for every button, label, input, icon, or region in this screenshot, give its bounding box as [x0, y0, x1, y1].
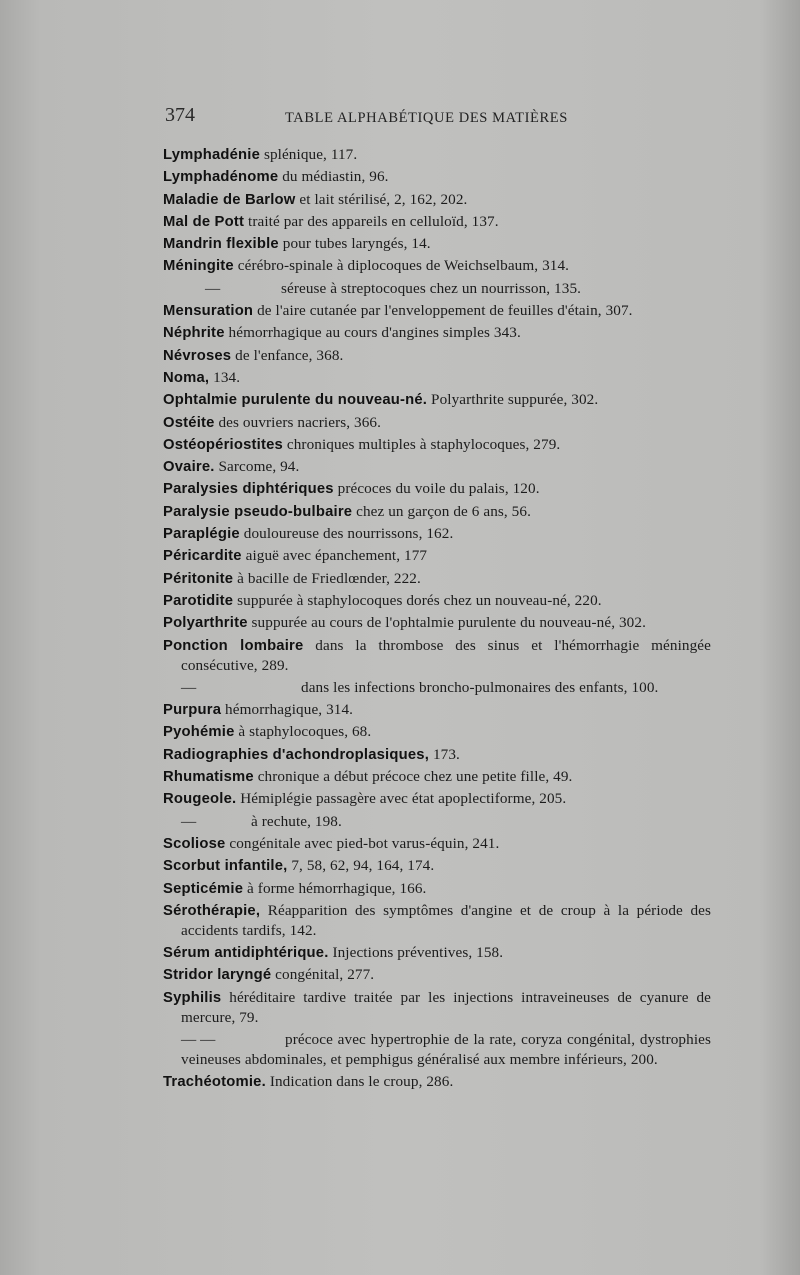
- entry-term: Rhumatisme: [163, 769, 254, 786]
- entry-term: Ostéite: [163, 414, 215, 431]
- entry-text: aiguë avec épanchement, 177: [245, 547, 428, 565]
- index-entry: [163, 767, 711, 787]
- entry-term: Polyarthrite: [163, 615, 248, 632]
- entry-text: hémorrhagique au cours d'angines simples 343.: [228, 324, 521, 342]
- index-entry: [163, 190, 711, 210]
- entry-text: à staphylocoques, 68.: [238, 723, 372, 741]
- entry-term: Radiographies d'achondroplasiques,: [163, 746, 430, 763]
- entry-term: Mandrin flexible: [163, 236, 279, 253]
- entry-term: Sérum antidiphtérique.: [163, 945, 329, 962]
- ditto-dash: —: [181, 678, 197, 696]
- entry-term: Ostéopériostites: [163, 436, 283, 453]
- entry-term: Maladie de Barlow: [163, 191, 296, 208]
- index-entry: [163, 435, 711, 455]
- entry-text: 7, 58, 62, 94, 164, 174.: [291, 857, 435, 875]
- index-entry: [163, 413, 711, 433]
- index-entry: [163, 234, 711, 254]
- entry-term: Lymphadénie: [163, 147, 261, 163]
- entry-term: Méningite: [163, 258, 234, 275]
- entry-text: séreuse à streptocoques chez un nourrisson, 135.: [281, 279, 582, 297]
- entry-text: traité par des appareils en celluloïd, 137.: [248, 212, 499, 230]
- entry-text: chronique a début précoce chez une petite fille, 49.: [257, 768, 573, 786]
- index-entry: [163, 722, 711, 742]
- index-entry: [163, 145, 711, 165]
- entry-text: Polyarthrite suppurée, 302.: [431, 391, 599, 409]
- entry-text: de l'enfance, 368.: [235, 346, 344, 364]
- index-subentry: [163, 279, 711, 299]
- index-entry: [163, 167, 711, 187]
- index-entry: [163, 856, 711, 876]
- running-title: TABLE ALPHABÉTIQUE DES MATIÈRES: [285, 110, 568, 126]
- entry-text: précoces du voile du palais, 120.: [337, 480, 540, 498]
- entry-text: à bacille de Friedlœnder, 222.: [237, 569, 421, 587]
- entry-text: Hémiplégie passagère avec état apoplectiforme, 205.: [240, 790, 567, 808]
- index-entry: [163, 256, 711, 276]
- entry-text: pour tubes laryngés, 14.: [282, 235, 431, 253]
- ditto-dash: —: [205, 279, 221, 297]
- entry-term: Lymphadénome: [163, 169, 279, 186]
- index-entry: [163, 390, 711, 410]
- entry-term: Noma,: [163, 369, 210, 386]
- entry-term: Ophtalmie purulente du nouveau-né.: [163, 392, 428, 409]
- index-entry: [163, 988, 711, 1028]
- index-entry: [163, 879, 711, 899]
- entry-term: Paralysies diphtériques: [163, 481, 334, 498]
- entry-text: à forme hémorrhagique, 166.: [247, 879, 427, 897]
- index-entry: [163, 346, 711, 366]
- index-entry: [163, 789, 711, 809]
- entry-text: de l'aire cutanée par l'enveloppement de feuilles d'étain, 307.: [257, 302, 633, 320]
- index-entry: [163, 212, 711, 232]
- index-entry: [163, 591, 711, 611]
- entry-text: Indication dans le croup, 286.: [269, 1073, 454, 1091]
- entry-term: Stridor laryngé: [163, 967, 272, 984]
- entry-text: précoce avec hypertrophie de la rate, coryza congénital, dystrophies veineuses abdominales, et pemphigus généralisé aux membre inférieurs, 200.: [181, 1030, 711, 1068]
- entry-text: congénitale avec pied-bot varus-équin, 241.: [229, 834, 500, 852]
- index-entry: [163, 965, 711, 985]
- index-entry: [163, 546, 711, 566]
- entry-term: Scoliose: [163, 835, 226, 852]
- entry-term: Péritonite: [163, 570, 234, 587]
- entry-text: et lait stérilisé, 2, 162, 202.: [299, 190, 468, 208]
- entry-text: chroniques multiples à staphylocoques, 279.: [286, 435, 561, 453]
- entry-term: Sérothérapie,: [163, 902, 261, 919]
- index-entry: [163, 636, 711, 676]
- index-entry: [163, 524, 711, 544]
- entry-term: Péricardite: [163, 548, 242, 565]
- entry-term: Mal de Pott: [163, 213, 245, 230]
- index-entries: [163, 145, 711, 1095]
- entry-text: dans les infections broncho-pulmonaires des enfants, 100.: [301, 678, 659, 696]
- entry-term: Ponction lombaire: [163, 637, 304, 654]
- index-entry: [163, 700, 711, 720]
- entry-term: Syphilis: [163, 989, 222, 1006]
- index-entry: [163, 1072, 711, 1092]
- entry-text: suppurée à staphylocoques dorés chez un nouveau-né, 220.: [237, 591, 602, 609]
- ditto-dash: — —: [181, 1030, 216, 1048]
- entry-term: Mensuration: [163, 303, 254, 320]
- index-entry: [163, 479, 711, 499]
- entry-text: Réapparition des symptômes d'angine et de croup à la période des accidents tardifs, 142.: [181, 901, 712, 939]
- entry-text: splénique, 117.: [263, 146, 358, 163]
- entry-text: 173.: [432, 745, 460, 763]
- entry-term: Trachéotomie.: [163, 1074, 266, 1091]
- index-entry: [163, 613, 711, 633]
- page-header: [0, 104, 800, 134]
- entry-text: hémorrhagique, 314.: [225, 701, 354, 719]
- entry-text: 134.: [213, 368, 241, 386]
- entry-text: cérébro-spinale à diplocoques de Weichselbaum, 314.: [237, 257, 570, 275]
- entry-term: Paralysie pseudo-bulbaire: [163, 503, 353, 520]
- index-entry: [163, 323, 711, 343]
- index-entry: [163, 502, 711, 522]
- entry-term: Pyohémie: [163, 724, 235, 741]
- entry-term: Névroses: [163, 347, 232, 364]
- index-subentry: [163, 812, 711, 832]
- entry-text: Injections préventives, 158.: [332, 944, 504, 962]
- index-entry: [163, 943, 711, 963]
- index-entry: [163, 745, 711, 765]
- index-subentry: [163, 1030, 711, 1070]
- entry-text: à rechute, 198.: [251, 812, 342, 830]
- entry-term: Ovaire.: [163, 459, 215, 476]
- index-entry: [163, 368, 711, 388]
- entry-text: des ouvriers nacriers, 366.: [218, 413, 382, 431]
- entry-text: congénital, 277.: [275, 966, 375, 984]
- entry-text: dans la thrombose des sinus et l'hémorrhagie méningée consécutive, 289.: [181, 636, 711, 674]
- entry-term: Rougeole.: [163, 791, 237, 808]
- index-entry: [163, 301, 711, 321]
- entry-text: douloureuse des nourrissons, 162.: [243, 525, 454, 543]
- entry-text: héréditaire tardive traitée par les injections intraveineuses de cyanure de mercure, 79.: [181, 988, 712, 1026]
- index-subentry: [163, 678, 711, 698]
- entry-text: du médiastin, 96.: [282, 168, 389, 186]
- index-entry: [163, 457, 711, 477]
- page-number: 374: [165, 104, 195, 126]
- index-entry: [163, 901, 711, 941]
- entry-term: Néphrite: [163, 325, 225, 342]
- index-entry: [163, 834, 711, 854]
- entry-text: Sarcome, 94.: [218, 458, 300, 476]
- entry-term: Parotidite: [163, 592, 234, 609]
- entry-text: suppurée au cours de l'ophtalmie purulente du nouveau-né, 302.: [251, 614, 646, 632]
- index-entry: [163, 569, 711, 589]
- entry-text: chez un garçon de 6 ans, 56.: [356, 502, 531, 520]
- entry-term: Septicémie: [163, 880, 244, 897]
- ditto-dash: —: [181, 812, 197, 830]
- entry-term: Purpura: [163, 702, 222, 719]
- entry-term: Scorbut infantile,: [163, 858, 288, 875]
- entry-term: Paraplégie: [163, 526, 240, 543]
